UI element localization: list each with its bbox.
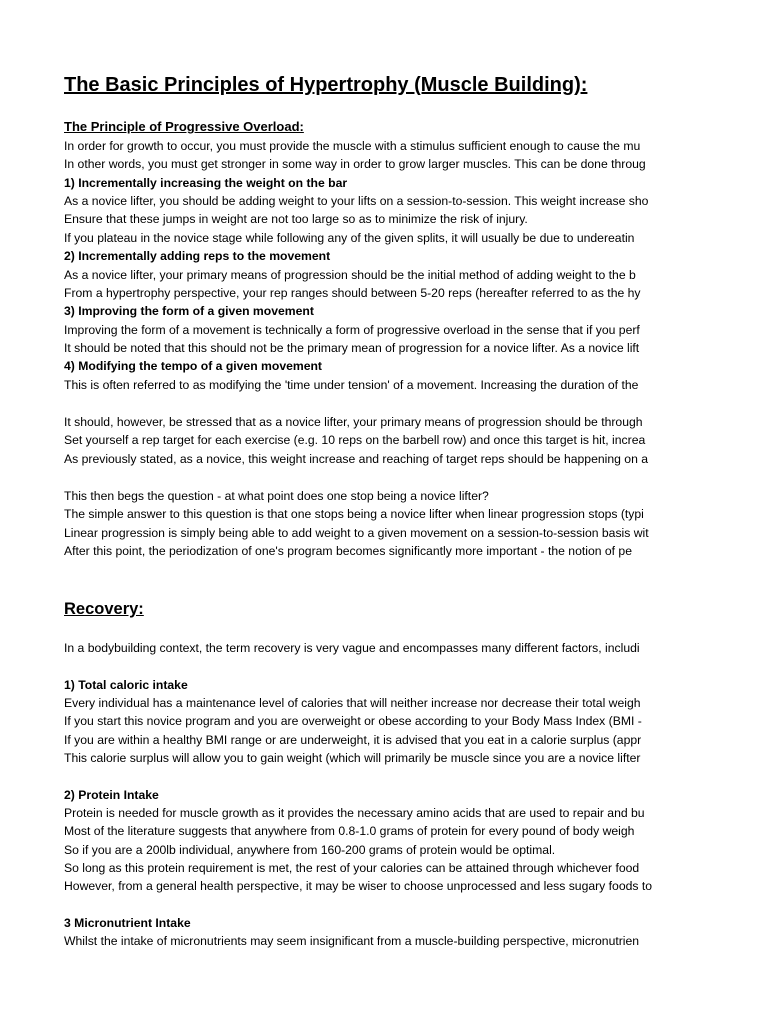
text-line: The simple answer to this question is that one stops being a novice lifter when linear progression stops (typi [64,507,644,521]
text-line: It should be noted that this should not be the primary mean of progression for a novice lifter. As a novice lift [64,341,640,355]
text-line: If you start this novice program and you are overweight or obese according to your Body Mass Index (BMI - [64,714,642,728]
text-line: In other words, you must get stronger in some way in order to grow larger muscles. This can be done throug [64,157,646,171]
subheading-reps: 2) Incrementally adding reps to the movement [64,249,331,263]
text-line: As previously stated, as a novice, this weight increase and reaching of target reps should be happening on a [64,452,649,466]
text-line: Improving the form of a movement is technically a form of progressive overload in the sense that if you perf [64,323,640,337]
recovery-heading: Recovery: [64,600,144,618]
text-line: Set yourself a rep target for each exercise (e.g. 10 reps on the barbell row) and once this target is hit, increa [64,433,646,447]
text-line: So if you are a 200lb individual, anywhere from 160-200 grams of protein would be optimal. [64,843,556,857]
text-line: This is often referred to as modifying the 'time under tension' of a movement. Increasing the duration of the [64,378,639,392]
text-line: However, from a general health perspective, it may be wiser to choose unprocessed and less sugary foods to [64,879,653,893]
text-line: Every individual has a maintenance level of calories that will neither increase nor decrease their total weigh [64,696,641,710]
subheading-caloric: 1) Total caloric intake [64,678,188,692]
text-line: Whilst the intake of micronutrients may seem insignificant from a muscle-building perspective, micronutrien [64,934,640,948]
text-line: So long as this protein requirement is met, the rest of your calories can be attained through whichever food [64,861,640,875]
text-line: Ensure that these jumps in weight are not too large so as to minimize the risk of injury. [64,212,528,226]
subheading-micronutrient: 3 Micronutrient Intake [64,916,191,930]
text-line: Protein is needed for muscle growth as it provides the necessary amino acids that are used to repair and bu [64,806,645,820]
text-line: It should, however, be stressed that as a novice lifter, your primary means of progression should be through [64,415,643,429]
text-line: In order for growth to occur, you must provide the muscle with a stimulus sufficient enough to cause the mu [64,139,641,153]
document-sheet [64,0,668,1024]
subheading-form: 3) Improving the form of a given movement [64,304,314,318]
subheading-tempo: 4) Modifying the tempo of a given movement [64,359,322,373]
text-line: If you plateau in the novice stage while following any of the given splits, it will usually be due to undereatin [64,231,635,245]
text-line: From a hypertrophy perspective, your rep ranges should between 5-20 reps (hereafter referred to as the hy [64,286,641,300]
text-line: Linear progression is simply being able to add weight to a given movement on a session-to-session basis wit [64,526,649,540]
subheading-protein: 2) Protein Intake [64,788,159,802]
text-line: This calorie surplus will allow you to gain weight (which will primarily be muscle since you are a novice lifter [64,751,641,765]
document-title: The Basic Principles of Hypertrophy (Muscle Building): [64,74,588,96]
text-line: Most of the literature suggests that anywhere from 0.8-1.0 grams of protein for every pound of body weigh [64,824,635,838]
text-line: After this point, the periodization of one's program becomes significantly more important - the notion of pe [64,544,632,558]
text-line: This then begs the question - at what point does one stop being a novice lifter? [64,489,489,503]
subheading-weight: 1) Incrementally increasing the weight on the bar [64,176,348,190]
text-line: In a bodybuilding context, the term recovery is very vague and encompasses many different factors, includi [64,641,640,655]
text-line: As a novice lifter, your primary means of progression should be the initial method of adding weight to the b [64,268,636,282]
text-line: If you are within a healthy BMI range or are underweight, it is advised that you eat in a calorie surplus (appr [64,733,642,747]
text-line: As a novice lifter, you should be adding weight to your lifts on a session-to-session. This weight increase sho [64,194,649,208]
progressive-overload-heading: The Principle of Progressive Overload: [64,119,304,134]
